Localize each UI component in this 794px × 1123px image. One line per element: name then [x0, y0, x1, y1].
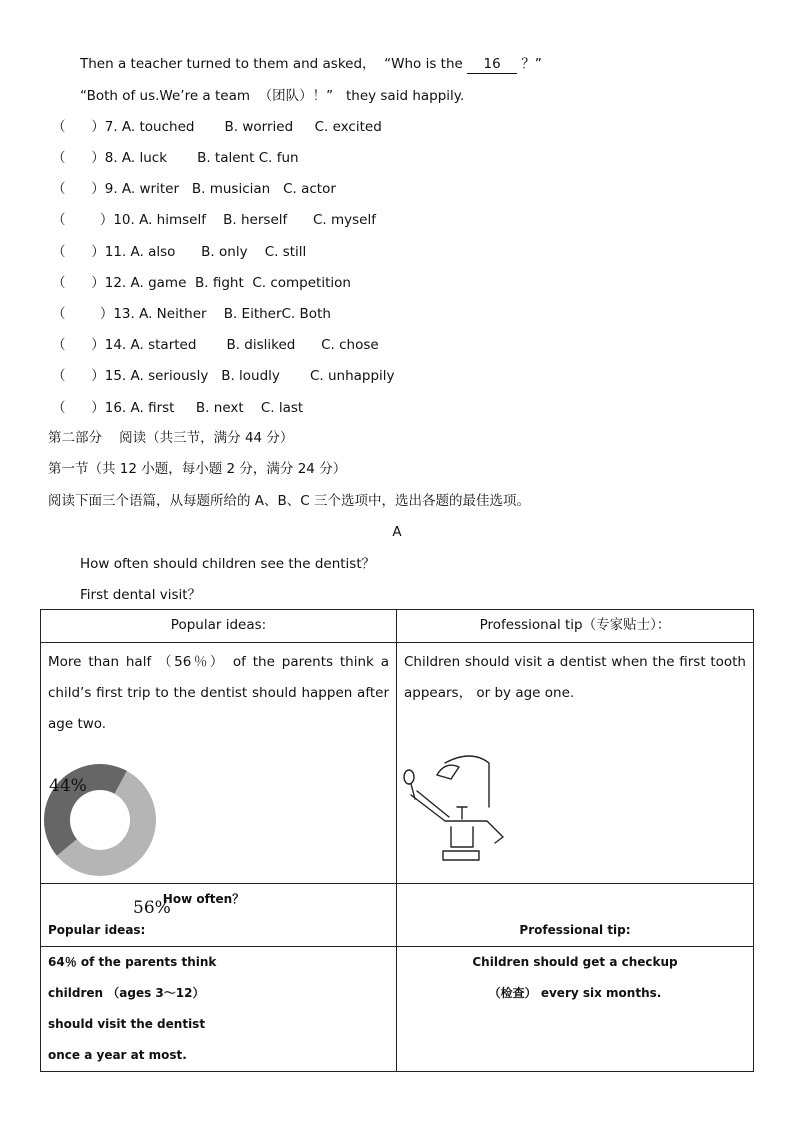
question-item	[52, 180, 336, 198]
question-item	[52, 274, 351, 292]
answer-parenthesis[interactable]: （ ）	[52, 244, 105, 260]
answer-parenthesis[interactable]: （ ）	[52, 337, 105, 353]
question-item	[52, 211, 376, 229]
passage-line-2: “Both of us.We’re a team （团队）！” they said happily.	[80, 88, 465, 104]
answer-parenthesis[interactable]: （ ）	[52, 306, 114, 322]
question-options: 10. A. himself B. herself C. myself	[113, 212, 376, 228]
popular-ideas-label: Popular ideas:	[48, 923, 146, 937]
frequency-popular-line-4: once a year at most.	[48, 1048, 187, 1062]
frequency-popular-cell	[41, 947, 397, 1072]
frequency-popular-line-2: children （ages 3～12）	[48, 986, 205, 1000]
table-header-left: Popular ideas:	[41, 610, 397, 643]
professional-tip-cell	[397, 643, 754, 884]
question-options: 12. A. game B. fight C. competition	[104, 275, 351, 291]
answer-parenthesis[interactable]: （ ）	[52, 119, 105, 135]
reading-question-heading: How often should children see the dentist？	[80, 556, 376, 572]
passage-label: A	[392, 524, 402, 540]
section-heading: 第一节（共 12 小题，每小题 2 分，满分 24 分）	[48, 461, 347, 477]
question-options: 7. A. touched B. worried C. excited	[104, 119, 382, 135]
question-item	[52, 149, 299, 167]
question-options: 13. A. Neither B. EitherC. Both	[113, 306, 331, 322]
question-item	[52, 243, 306, 261]
donut-label: 44%	[49, 776, 87, 796]
frequency-tip-cell	[397, 947, 754, 1072]
question-item	[52, 336, 379, 354]
professional-tip-label: Professional tip:	[519, 923, 631, 937]
instruction-text: 阅读下面三个语篇，从每题所给的 A、B、C 三个选项中，选出各题的最佳选项。	[48, 493, 531, 509]
reading-subheading: First dental visit？	[80, 587, 202, 603]
answer-parenthesis[interactable]: （ ）	[52, 181, 105, 197]
part-heading: 第二部分 阅读（共三节，满分 44 分）	[48, 430, 294, 446]
dental-info-table	[40, 609, 754, 1072]
frequency-tip-line-1: Children should get a checkup	[472, 955, 678, 969]
frequency-popular-line-3: should visit the dentist	[48, 1017, 206, 1031]
how-often-title: How often？	[162, 892, 245, 906]
question-options: 15. A. seriously B. loudly C. unhappily	[104, 368, 395, 384]
frequency-left-header	[41, 884, 397, 947]
answer-parenthesis[interactable]: （ ）	[52, 150, 105, 166]
answer-parenthesis[interactable]: （ ）	[52, 275, 105, 291]
answer-parenthesis[interactable]: （ ）	[52, 400, 105, 416]
table-header-right: Professional tip（专家贴士）：	[397, 610, 754, 643]
frequency-right-header	[397, 884, 754, 947]
frequency-popular-line-1: 64％ of the parents think	[48, 955, 217, 969]
frequency-tip-line-2: （检查） every six months.	[488, 986, 662, 1000]
donut-label: 56%	[133, 898, 171, 918]
question-item	[52, 305, 331, 323]
passage-line-1: Then a teacher turned to them and asked， “Who is the 16 ？”	[80, 56, 542, 72]
popular-idea-text: More than half （56％） of the parents think a child’s first trip to the dentist should happen after age two.	[48, 654, 389, 732]
dental-chair-icon	[401, 747, 513, 867]
question-options: 16. A. first B. next C. last	[104, 400, 304, 416]
answer-parenthesis[interactable]: （ ）	[52, 212, 114, 228]
question-options: 9. A. writer B. musician C. actor	[104, 181, 336, 197]
answer-parenthesis[interactable]: （ ）	[52, 368, 105, 384]
professional-tip-text: Children should visit a dentist when the first tooth appears， or by age one.	[404, 654, 746, 701]
question-options: 8. A. luck B. talent C. fun	[104, 150, 299, 166]
question-options: 14. A. started B. disliked C. chose	[104, 337, 379, 353]
question-item	[52, 367, 395, 385]
question-item	[52, 118, 382, 136]
question-options: 11. A. also B. only C. still	[104, 244, 307, 260]
question-item	[52, 399, 303, 417]
answer-blank-16[interactable]: 16	[467, 55, 517, 74]
